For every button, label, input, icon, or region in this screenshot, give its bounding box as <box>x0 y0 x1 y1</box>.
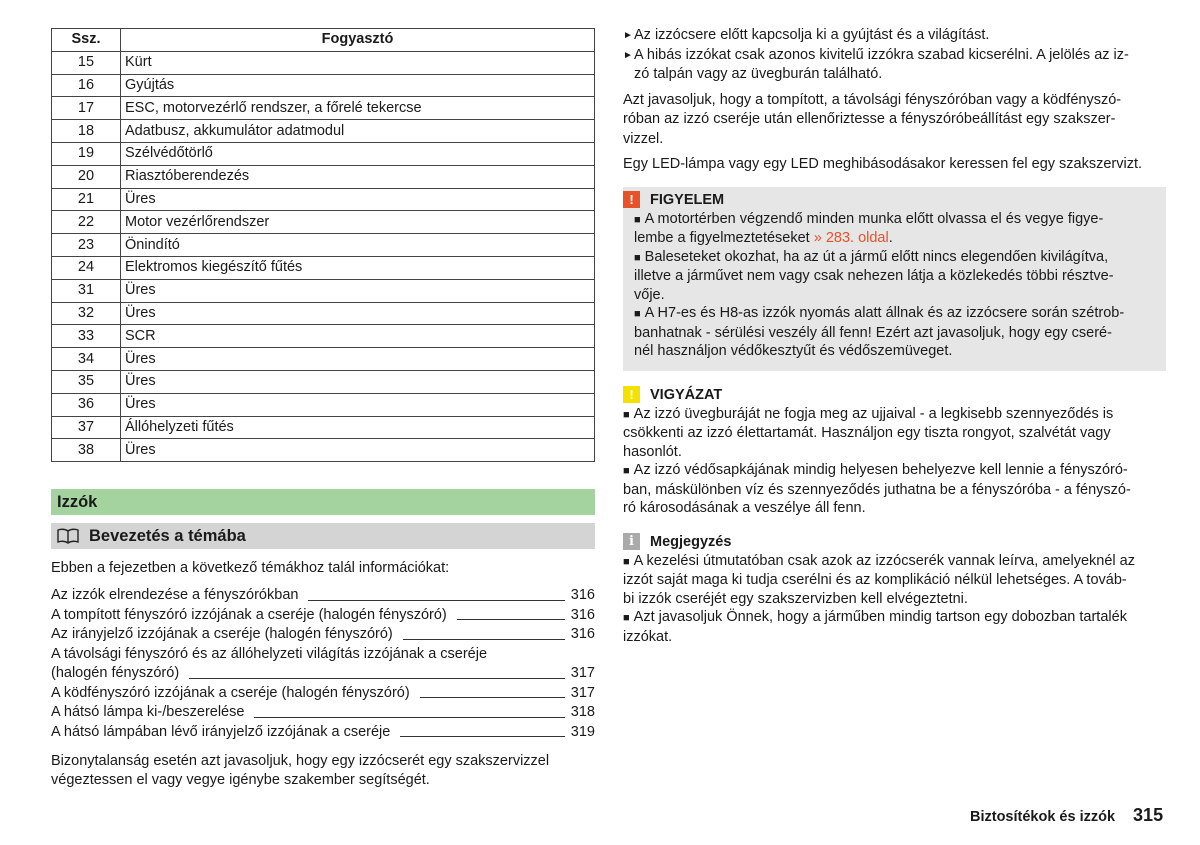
toc-entry-first-line[interactable]: A távolsági fényszóró és az állóhelyzeti világítás izzójának a cseréje <box>51 645 488 662</box>
toc-page: 319 <box>570 723 595 740</box>
intro-title: Bevezetés a témába <box>89 527 246 546</box>
fuse-number: 22 <box>52 211 121 234</box>
fuse-number: 23 <box>52 234 121 257</box>
toc-entry[interactable]: Az izzók elrendezése a fényszórókban 316 <box>51 586 595 606</box>
note-title: Megjegyzés <box>650 533 732 550</box>
toc-page: 317 <box>570 665 595 682</box>
note-body <box>623 552 1166 647</box>
fuse-consumer: Motor vezérlőrendszer <box>121 211 595 234</box>
fuse-consumer: Riasztóberendezés <box>121 165 595 188</box>
fuse-number: 36 <box>52 393 121 416</box>
table-row <box>52 256 595 279</box>
fuse-consumer: Adatbusz, akkumulátor adatmodul <box>121 120 595 143</box>
warning-item: ■ A motortérben végzendő minden munka előtt olvassa el és vegye figye- lembe a figyelmeztetéseket » 283. oldal. <box>634 210 1104 246</box>
fuse-consumer: Üres <box>121 393 595 416</box>
table-row <box>52 142 595 165</box>
instruction-item: ► A hibás izzókat csak azonos kivitelű izzókra szabad kicserélni. A jelölés az iz- zó talpán vagy az üvegburán található. <box>623 46 1166 85</box>
fuse-number: 18 <box>52 120 121 143</box>
toc-page: 317 <box>570 684 595 701</box>
fuse-number: 34 <box>52 348 121 371</box>
section-heading: Izzók <box>51 489 595 515</box>
table-row <box>52 97 595 120</box>
table-row <box>52 302 595 325</box>
fuse-consumer: Önindító <box>121 234 595 257</box>
caution-header <box>623 385 1166 405</box>
caution-item: ■ Az izzó üvegburáját ne fogja meg az ujjaival - a legkisebb szennyeződés is csökkenti az izzó élettartamát. Használjon egy tiszta rongyot, szalvétát vagy hasonlót. <box>623 405 1114 460</box>
fuse-number: 17 <box>52 97 121 120</box>
fuse-consumer: Üres <box>121 279 595 302</box>
fuse-consumer: Üres <box>121 348 595 371</box>
fuse-number: 21 <box>52 188 121 211</box>
table-header-row <box>52 29 595 52</box>
table-row <box>52 370 595 393</box>
arrow-icon: ► <box>623 49 633 61</box>
toc-page: 316 <box>570 626 595 643</box>
fuse-consumer: Kürt <box>121 51 595 74</box>
table-row <box>52 188 595 211</box>
table-row <box>52 74 595 97</box>
fuse-number: 37 <box>52 416 121 439</box>
instruction-item: ► Az izzócsere előtt kapcsolja ki a gyújtást és a világítást. <box>623 26 1166 46</box>
note-item: ■ Azt javasoljuk Önnek, hogy a járműben mindig tartson egy dobozban tartalék izzókat. <box>623 609 1127 645</box>
warning-title: FIGYELEM <box>650 191 725 208</box>
table-row <box>52 325 595 348</box>
fuse-number: 38 <box>52 439 121 462</box>
fuse-number: 32 <box>52 302 121 325</box>
warning-box <box>623 187 1166 371</box>
table-row <box>52 348 595 371</box>
warning-body <box>623 210 1152 361</box>
fuse-consumer: Állóhelyzeti fűtés <box>121 416 595 439</box>
toc-entry[interactable]: (halogén fényszóró) 317 <box>51 664 595 684</box>
fuse-table-body <box>52 51 595 461</box>
table-row <box>52 211 595 234</box>
toc-entry[interactable]: A tompított fényszóró izzójának a cseréje (halogén fényszóró) 316 <box>51 606 595 626</box>
column-header-consumer: Fogyasztó <box>121 29 595 52</box>
fuse-table <box>51 28 595 462</box>
table-row <box>52 439 595 462</box>
page-footer <box>970 805 1163 826</box>
table-row <box>52 416 595 439</box>
fuse-consumer: Üres <box>121 439 595 462</box>
table-row <box>52 120 595 143</box>
fuse-number: 19 <box>52 142 121 165</box>
toc-entry[interactable]: A ködfényszóró izzójának a cseréje (halogén fényszóró) 317 <box>51 684 595 704</box>
page-reference-link[interactable]: » 283. oldal <box>813 230 889 246</box>
toc-page: 316 <box>570 587 595 604</box>
fuse-consumer: Üres <box>121 188 595 211</box>
toc-entry[interactable]: A hátsó lámpa ki-/beszerelése 318 <box>51 703 595 723</box>
arrow-icon: ► <box>623 30 633 41</box>
fuse-number: 31 <box>52 279 121 302</box>
note-item: ■ A kezelési útmutatóban csak azok az izzócserék vannak leírva, amelyeknél az izzót saját maga ki tudja cserélni és az komplikáció nélkül lehetséges. A továb- bi izzók cseréjét egy szakszervizben kell elvégeztetni. <box>623 552 1135 607</box>
fuse-consumer: Üres <box>121 370 595 393</box>
info-icon: i <box>623 533 640 550</box>
note-header <box>623 532 1166 552</box>
right-column <box>623 26 1166 646</box>
fuse-consumer: Gyújtás <box>121 74 595 97</box>
toc-entry[interactable]: Az irányjelző izzójának a cseréje (halogén fényszóró) 316 <box>51 625 595 645</box>
intro-text: Ebben a fejezetben a következő témákhoz talál információkat: <box>51 560 450 577</box>
toc-page: 316 <box>570 606 595 623</box>
caution-box <box>623 385 1166 518</box>
warning-icon: ! <box>623 191 640 208</box>
note-box <box>623 532 1166 647</box>
left-column <box>51 28 595 790</box>
book-icon <box>57 528 79 544</box>
column-header-number: Ssz. <box>52 29 121 52</box>
table-row <box>52 234 595 257</box>
closing-paragraph: Bizonytalanság esetén azt javasoljuk, hogy egy izzócserét egy szakszervizzel végeztessen el vagy vegye igénybe szakember segítségét. <box>51 753 550 789</box>
page-number: 315 <box>1133 805 1164 825</box>
footer-section-title: Biztosítékok és izzók <box>970 809 1116 825</box>
fuse-number: 35 <box>52 370 121 393</box>
caution-icon: ! <box>623 386 640 403</box>
fuse-consumer: ESC, motorvezérlő rendszer, a főrelé tekercse <box>121 97 595 120</box>
caution-title: VIGYÁZAT <box>650 386 723 403</box>
fuse-consumer: Elektromos kiegészítő fűtés <box>121 256 595 279</box>
warning-item: ■ Baleseteket okozhat, ha az út a jármű előtt nincs elegendően kivilágítva, illetve a járművet nem vagy csak nehezen látja a közlekedés többi résztve- vője. <box>634 248 1114 303</box>
paragraph-headlight-adjustment: Azt javasoljuk, hogy a tompított, a távolsági fényszóróban vagy a ködfényszó- róban az izzó cseréje után ellenőriztesse a fényszóróbeállítást egy szakszer- vizzel. <box>623 91 1122 147</box>
toc-entry[interactable]: A hátsó lámpában lévő irányjelző izzójának a cseréje 319 <box>51 723 595 743</box>
caution-item: ■ Az izzó védősapkájának mindig helyesen behelyezve kell lennie a fényszóró- ban, máskülönben víz és szennyeződés juthatna be a fényszóróba - a fényszó- ró károsodásának a veszélye áll fenn. <box>623 462 1131 516</box>
warning-header <box>623 190 1152 210</box>
caution-body <box>623 405 1166 518</box>
table-row <box>52 393 595 416</box>
fuse-consumer: Szélvédőtörlő <box>121 142 595 165</box>
table-row <box>52 165 595 188</box>
toc-page: 318 <box>570 704 595 721</box>
table-of-contents <box>51 586 595 742</box>
intro-heading <box>51 523 595 549</box>
table-row <box>52 51 595 74</box>
fuse-number: 16 <box>52 74 121 97</box>
warning-item: ■ A H7-es és H8-as izzók nyomás alatt állnak és az izzócsere során szétrob- banhatnak - sérülési veszély áll fenn! Ezért azt javasoljuk, hogy egy cseré- nél használjon védőkesztyűt és védőszemüveget. <box>634 305 1125 359</box>
fuse-consumer: Üres <box>121 302 595 325</box>
fuse-number: 20 <box>52 165 121 188</box>
fuse-number: 15 <box>52 51 121 74</box>
fuse-number: 24 <box>52 256 121 279</box>
table-row <box>52 279 595 302</box>
paragraph-led: Egy LED-lámpa vagy egy LED meghibásodásakor keressen fel egy szakszervizt. <box>623 156 1143 172</box>
fuse-number: 33 <box>52 325 121 348</box>
fuse-consumer: SCR <box>121 325 595 348</box>
